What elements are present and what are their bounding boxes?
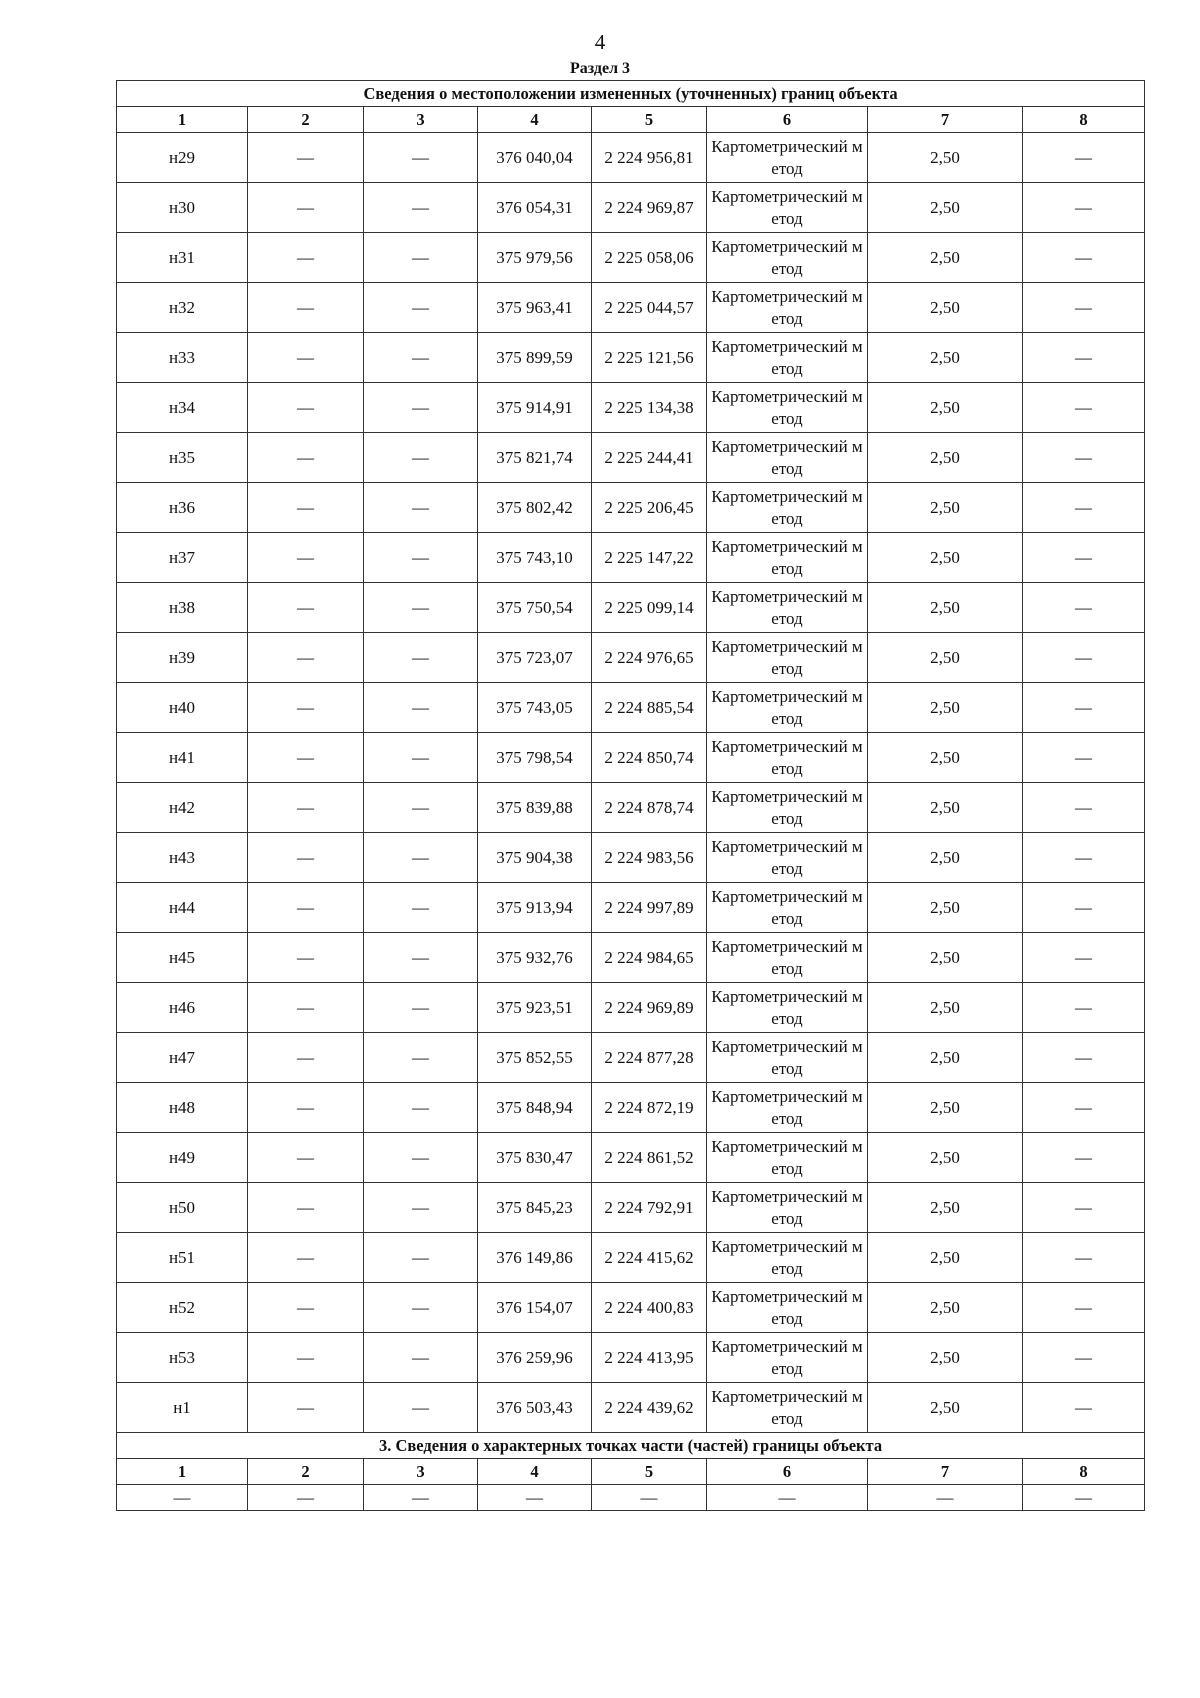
table-row — [117, 1133, 1145, 1183]
col2-cell: — — [248, 783, 364, 833]
accuracy-cell: 2,50 — [868, 1333, 1023, 1383]
col2-cell: — — [248, 1333, 364, 1383]
col3-cell: — — [364, 833, 478, 883]
table2-title-row — [117, 1433, 1145, 1459]
point-number-cell: н42 — [117, 783, 248, 833]
col2-cell: — — [248, 233, 364, 283]
point-number-cell: н40 — [117, 683, 248, 733]
x-coordinate-cell: 375 821,74 — [478, 433, 592, 483]
method-cell: Картометрический метод — [707, 133, 868, 183]
point-number-cell: н31 — [117, 233, 248, 283]
method-cell: Картометрический метод — [707, 683, 868, 733]
x-coordinate-cell: 375 798,54 — [478, 733, 592, 783]
y-coordinate-cell: 2 224 885,54 — [592, 683, 707, 733]
table-row — [117, 383, 1145, 433]
accuracy-cell: 2,50 — [868, 983, 1023, 1033]
col8-cell: — — [1023, 783, 1145, 833]
x-coordinate-cell: 375 802,42 — [478, 483, 592, 533]
x-coordinate-cell: 376 054,31 — [478, 183, 592, 233]
point-number-cell: н29 — [117, 133, 248, 183]
col3-cell: — — [364, 533, 478, 583]
col2-cell: — — [248, 983, 364, 1033]
col2-cell: — — [248, 883, 364, 933]
x-coordinate-cell: 375 839,88 — [478, 783, 592, 833]
col3-cell: — — [364, 433, 478, 483]
column-number-1: 1 — [117, 107, 248, 133]
col3-cell: — — [364, 283, 478, 333]
table-row — [117, 1333, 1145, 1383]
accuracy-cell: 2,50 — [868, 1233, 1023, 1283]
method-cell: Картометрический метод — [707, 483, 868, 533]
col2-cell: — — [248, 1033, 364, 1083]
y-coordinate-cell: 2 224 400,83 — [592, 1283, 707, 1333]
col3-cell: — — [364, 1283, 478, 1333]
col8-cell: — — [1023, 733, 1145, 783]
col2-cell: — — [248, 733, 364, 783]
x-coordinate-cell: 375 963,41 — [478, 283, 592, 333]
y-coordinate-cell: 2 225 147,22 — [592, 533, 707, 583]
col2-cell: — — [248, 1283, 364, 1333]
col8-cell: — — [1023, 433, 1145, 483]
y-coordinate-cell: 2 224 969,89 — [592, 983, 707, 1033]
col3-cell: — — [364, 183, 478, 233]
col3-cell: — — [364, 983, 478, 1033]
col2-cell: — — [248, 583, 364, 633]
col3-cell: — — [364, 733, 478, 783]
x-coordinate-cell: 375 914,91 — [478, 383, 592, 433]
point-number-cell: н47 — [117, 1033, 248, 1083]
method-cell: Картометрический метод — [707, 433, 868, 483]
col8-cell: — — [1023, 933, 1145, 983]
x-coordinate-cell: 375 899,59 — [478, 333, 592, 383]
y-coordinate-cell: 2 224 878,74 — [592, 783, 707, 833]
col3-cell: — — [364, 683, 478, 733]
col8-cell: — — [1023, 383, 1145, 433]
table-row — [117, 1383, 1145, 1433]
method-cell: Картометрический метод — [707, 833, 868, 883]
boundary-table — [116, 80, 1145, 1511]
x-coordinate-cell: 376 503,43 — [478, 1383, 592, 1433]
accuracy-cell: 2,50 — [868, 583, 1023, 633]
method-cell: Картометрический метод — [707, 983, 868, 1033]
col3-cell: — — [364, 383, 478, 433]
point-number-cell: н45 — [117, 933, 248, 983]
col3-cell: — — [364, 583, 478, 633]
col2-cell: — — [248, 533, 364, 583]
point-number-cell: н30 — [117, 183, 248, 233]
point-number-cell: н39 — [117, 633, 248, 683]
point-number-cell: н50 — [117, 1183, 248, 1233]
point-number-cell: н43 — [117, 833, 248, 883]
x-coordinate-cell: 376 149,86 — [478, 1233, 592, 1283]
accuracy-cell: 2,50 — [868, 533, 1023, 583]
x-coordinate-cell: 375 852,55 — [478, 1033, 592, 1083]
col8-cell: — — [1023, 333, 1145, 383]
col8-cell: — — [1023, 583, 1145, 633]
y-coordinate-cell: 2 224 792,91 — [592, 1183, 707, 1233]
empty-cell: — — [478, 1485, 592, 1511]
col3-cell: — — [364, 333, 478, 383]
col2-cell: — — [248, 483, 364, 533]
y-coordinate-cell: 2 224 877,28 — [592, 1033, 707, 1083]
col3-cell: — — [364, 233, 478, 283]
table1-title: Сведения о местоположении измененных (уточненных) границ объекта — [117, 81, 1145, 107]
table-row — [117, 1083, 1145, 1133]
col2-cell: — — [248, 933, 364, 983]
x-coordinate-cell: 375 743,10 — [478, 533, 592, 583]
point-number-cell: н38 — [117, 583, 248, 633]
point-number-cell: н44 — [117, 883, 248, 933]
col8-cell: — — [1023, 533, 1145, 583]
table2-title: 3. Сведения о характерных точках части (частей) границы объекта — [117, 1433, 1145, 1459]
y-coordinate-cell: 2 225 134,38 — [592, 383, 707, 433]
col8-cell: — — [1023, 983, 1145, 1033]
table-row — [117, 683, 1145, 733]
method-cell: Картометрический метод — [707, 1333, 868, 1383]
point-number-cell: н37 — [117, 533, 248, 583]
table-row — [117, 633, 1145, 683]
y-coordinate-cell: 2 224 415,62 — [592, 1233, 707, 1283]
empty-cell: — — [117, 1485, 248, 1511]
col8-cell: — — [1023, 1083, 1145, 1133]
col3-cell: — — [364, 1033, 478, 1083]
point-number-cell: н33 — [117, 333, 248, 383]
y-coordinate-cell: 2 224 861,52 — [592, 1133, 707, 1183]
method-cell: Картометрический метод — [707, 1183, 868, 1233]
table-row — [117, 433, 1145, 483]
x-coordinate-cell: 375 750,54 — [478, 583, 592, 633]
col2-cell: — — [248, 433, 364, 483]
x-coordinate-cell: 375 913,94 — [478, 883, 592, 933]
point-number-cell: н34 — [117, 383, 248, 433]
col2-cell: — — [248, 633, 364, 683]
accuracy-cell: 2,50 — [868, 483, 1023, 533]
column-number-7: 7 — [868, 107, 1023, 133]
section-label: Раздел 3 — [569, 60, 631, 77]
y-coordinate-cell: 2 224 850,74 — [592, 733, 707, 783]
method-cell: Картометрический метод — [707, 233, 868, 283]
point-number-cell: н49 — [117, 1133, 248, 1183]
accuracy-cell: 2,50 — [868, 1033, 1023, 1083]
point-number-cell: н41 — [117, 733, 248, 783]
y-coordinate-cell: 2 224 872,19 — [592, 1083, 707, 1133]
table1-title-row — [117, 81, 1145, 107]
col8-cell: — — [1023, 133, 1145, 183]
col2-cell: — — [248, 1233, 364, 1283]
col3-cell: — — [364, 1083, 478, 1133]
y-coordinate-cell: 2 224 969,87 — [592, 183, 707, 233]
method-cell: Картометрический метод — [707, 1033, 868, 1083]
column-number-1: 1 — [117, 1459, 248, 1485]
col8-cell: — — [1023, 633, 1145, 683]
point-number-cell: н1 — [117, 1383, 248, 1433]
column-number-6: 6 — [707, 1459, 868, 1485]
method-cell: Картометрический метод — [707, 1283, 868, 1333]
x-coordinate-cell: 375 743,05 — [478, 683, 592, 733]
col2-cell: — — [248, 333, 364, 383]
y-coordinate-cell: 2 224 439,62 — [592, 1383, 707, 1433]
x-coordinate-cell: 376 259,96 — [478, 1333, 592, 1383]
method-cell: Картометрический метод — [707, 783, 868, 833]
x-coordinate-cell: 375 845,23 — [478, 1183, 592, 1233]
col2-cell: — — [248, 1183, 364, 1233]
x-coordinate-cell: 375 904,38 — [478, 833, 592, 883]
x-coordinate-cell: 375 923,51 — [478, 983, 592, 1033]
accuracy-cell: 2,50 — [868, 733, 1023, 783]
col3-cell: — — [364, 133, 478, 183]
column-number-8: 8 — [1023, 107, 1145, 133]
col3-cell: — — [364, 933, 478, 983]
table-row — [117, 233, 1145, 283]
accuracy-cell: 2,50 — [868, 783, 1023, 833]
y-coordinate-cell: 2 224 956,81 — [592, 133, 707, 183]
accuracy-cell: 2,50 — [868, 1133, 1023, 1183]
accuracy-cell: 2,50 — [868, 183, 1023, 233]
col3-cell: — — [364, 1383, 478, 1433]
column-number-2: 2 — [248, 107, 364, 133]
method-cell: Картометрический метод — [707, 333, 868, 383]
point-number-cell: н46 — [117, 983, 248, 1033]
point-number-cell: н35 — [117, 433, 248, 483]
method-cell: Картометрический метод — [707, 1083, 868, 1133]
column-number-7: 7 — [868, 1459, 1023, 1485]
point-number-cell: н48 — [117, 1083, 248, 1133]
table-row — [117, 133, 1145, 183]
table-body — [117, 81, 1145, 1511]
table-row — [117, 483, 1145, 533]
accuracy-cell: 2,50 — [868, 1283, 1023, 1333]
accuracy-cell: 2,50 — [868, 283, 1023, 333]
col3-cell: — — [364, 783, 478, 833]
accuracy-cell: 2,50 — [868, 383, 1023, 433]
column-number-8: 8 — [1023, 1459, 1145, 1485]
table-row — [117, 733, 1145, 783]
col2-cell: — — [248, 1133, 364, 1183]
column-number-3: 3 — [364, 107, 478, 133]
col3-cell: — — [364, 1233, 478, 1283]
table-row — [117, 1033, 1145, 1083]
accuracy-cell: 2,50 — [868, 133, 1023, 183]
column-number-3: 3 — [364, 1459, 478, 1485]
table-row — [117, 1183, 1145, 1233]
empty-cell: — — [364, 1485, 478, 1511]
col8-cell: — — [1023, 183, 1145, 233]
col2-cell: — — [248, 133, 364, 183]
y-coordinate-cell: 2 224 983,56 — [592, 833, 707, 883]
table-row — [117, 183, 1145, 233]
col3-cell: — — [364, 1183, 478, 1233]
x-coordinate-cell: 376 040,04 — [478, 133, 592, 183]
accuracy-cell: 2,50 — [868, 1183, 1023, 1233]
y-coordinate-cell: 2 224 984,65 — [592, 933, 707, 983]
col8-cell: — — [1023, 1283, 1145, 1333]
col2-cell: — — [248, 283, 364, 333]
col8-cell: — — [1023, 1333, 1145, 1383]
table-row — [117, 333, 1145, 383]
point-number-cell: н51 — [117, 1233, 248, 1283]
y-coordinate-cell: 2 225 058,06 — [592, 233, 707, 283]
accuracy-cell: 2,50 — [868, 633, 1023, 683]
page-number: 4 — [594, 30, 606, 54]
column-number-5: 5 — [592, 1459, 707, 1485]
col2-cell: — — [248, 683, 364, 733]
column-number-6: 6 — [707, 107, 868, 133]
column-number-4: 4 — [478, 107, 592, 133]
y-coordinate-cell: 2 224 997,89 — [592, 883, 707, 933]
table-row — [117, 1283, 1145, 1333]
y-coordinate-cell: 2 225 244,41 — [592, 433, 707, 483]
table-row — [117, 783, 1145, 833]
y-coordinate-cell: 2 225 121,56 — [592, 333, 707, 383]
empty-cell: — — [1023, 1485, 1145, 1511]
accuracy-cell: 2,50 — [868, 1383, 1023, 1433]
point-number-cell: н53 — [117, 1333, 248, 1383]
col2-cell: — — [248, 1383, 364, 1433]
col8-cell: — — [1023, 1233, 1145, 1283]
col8-cell: — — [1023, 683, 1145, 733]
method-cell: Картометрический метод — [707, 1133, 868, 1183]
empty-cell: — — [868, 1485, 1023, 1511]
table-row — [117, 283, 1145, 333]
method-cell: Картометрический метод — [707, 283, 868, 333]
col8-cell: — — [1023, 1383, 1145, 1433]
method-cell: Картометрический метод — [707, 583, 868, 633]
x-coordinate-cell: 375 723,07 — [478, 633, 592, 683]
col3-cell: — — [364, 883, 478, 933]
point-number-cell: н32 — [117, 283, 248, 333]
y-coordinate-cell: 2 224 413,95 — [592, 1333, 707, 1383]
table-row — [117, 533, 1145, 583]
y-coordinate-cell: 2 225 044,57 — [592, 283, 707, 333]
accuracy-cell: 2,50 — [868, 333, 1023, 383]
point-number-cell: н36 — [117, 483, 248, 533]
accuracy-cell: 2,50 — [868, 683, 1023, 733]
col8-cell: — — [1023, 1033, 1145, 1083]
accuracy-cell: 2,50 — [868, 933, 1023, 983]
col2-cell: — — [248, 1083, 364, 1133]
point-number-cell: н52 — [117, 1283, 248, 1333]
col2-cell: — — [248, 833, 364, 883]
table-row — [117, 883, 1145, 933]
method-cell: Картометрический метод — [707, 733, 868, 783]
table-row — [117, 933, 1145, 983]
col8-cell: — — [1023, 1183, 1145, 1233]
y-coordinate-cell: 2 225 099,14 — [592, 583, 707, 633]
method-cell: Картометрический метод — [707, 383, 868, 433]
col3-cell: — — [364, 633, 478, 683]
col8-cell: — — [1023, 283, 1145, 333]
col3-cell: — — [364, 1333, 478, 1383]
col2-cell: — — [248, 383, 364, 433]
x-coordinate-cell: 375 830,47 — [478, 1133, 592, 1183]
empty-cell: — — [592, 1485, 707, 1511]
x-coordinate-cell: 375 932,76 — [478, 933, 592, 983]
method-cell: Картометрический метод — [707, 633, 868, 683]
col2-cell: — — [248, 183, 364, 233]
col3-cell: — — [364, 1133, 478, 1183]
x-coordinate-cell: 375 979,56 — [478, 233, 592, 283]
table-row — [117, 583, 1145, 633]
method-cell: Картометрический метод — [707, 1233, 868, 1283]
x-coordinate-cell: 375 848,94 — [478, 1083, 592, 1133]
table2-column-numbers-row — [117, 1459, 1145, 1485]
method-cell: Картометрический метод — [707, 1383, 868, 1433]
table1-column-numbers-row — [117, 107, 1145, 133]
col8-cell: — — [1023, 833, 1145, 883]
method-cell: Картометрический метод — [707, 933, 868, 983]
empty-cell: — — [707, 1485, 868, 1511]
accuracy-cell: 2,50 — [868, 433, 1023, 483]
table-row — [117, 983, 1145, 1033]
table-row — [117, 1485, 1145, 1511]
col3-cell: — — [364, 483, 478, 533]
y-coordinate-cell: 2 224 976,65 — [592, 633, 707, 683]
empty-cell: — — [248, 1485, 364, 1511]
column-number-4: 4 — [478, 1459, 592, 1485]
table-row — [117, 833, 1145, 883]
accuracy-cell: 2,50 — [868, 833, 1023, 883]
method-cell: Картометрический метод — [707, 183, 868, 233]
x-coordinate-cell: 376 154,07 — [478, 1283, 592, 1333]
column-number-2: 2 — [248, 1459, 364, 1485]
method-cell: Картометрический метод — [707, 883, 868, 933]
col8-cell: — — [1023, 483, 1145, 533]
y-coordinate-cell: 2 225 206,45 — [592, 483, 707, 533]
table-row — [117, 1233, 1145, 1283]
col8-cell: — — [1023, 883, 1145, 933]
method-cell: Картометрический метод — [707, 533, 868, 583]
accuracy-cell: 2,50 — [868, 233, 1023, 283]
col8-cell: — — [1023, 1133, 1145, 1183]
column-number-5: 5 — [592, 107, 707, 133]
accuracy-cell: 2,50 — [868, 1083, 1023, 1133]
accuracy-cell: 2,50 — [868, 883, 1023, 933]
col8-cell: — — [1023, 233, 1145, 283]
